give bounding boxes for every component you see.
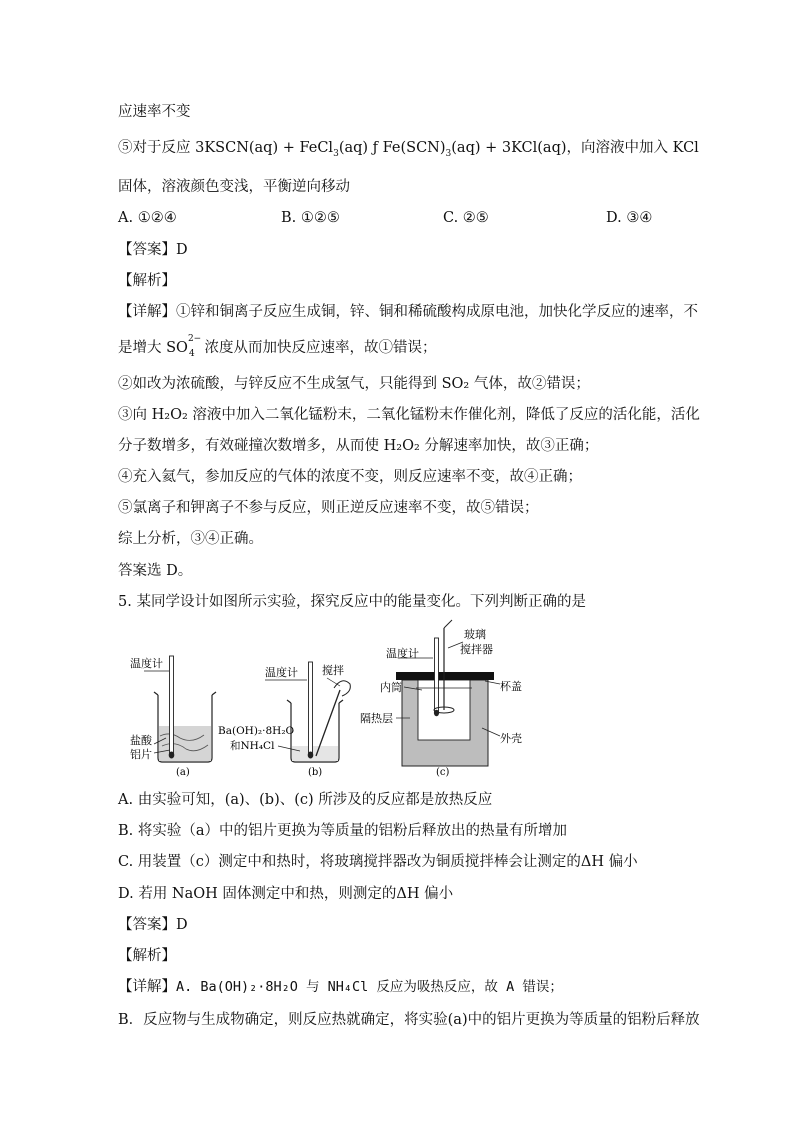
detail-line-8: 综上分析，③④正确。 — [118, 531, 263, 547]
equation-part-1: ⑤对于反应 3KSCN(aq) + FeCl — [118, 140, 334, 156]
q5-option-a: A. 由实验可知，(a)、(b)、(c) 所涉及的反应都是放热反应 — [118, 792, 493, 808]
c-lid-label: 杯盖 — [500, 680, 522, 693]
a-al-label: 铝片 — [130, 748, 152, 761]
explain-line-1 — [118, 977, 563, 997]
detail-line-4: ③向 H₂O₂ 溶液中加入二氧化锰粉末，二氧化锰粉末作催化剂，降低了反应的活化能，活化 — [118, 407, 700, 423]
apparatus-a — [144, 656, 216, 762]
answer-label: 【答案】 — [118, 242, 176, 258]
b-reagent-label-2: 和NH₄Cl — [230, 740, 275, 752]
b-caption: (b) — [308, 767, 323, 778]
equation-sub-2: 3 — [445, 148, 452, 159]
sulfate-charge: 2− — [187, 334, 202, 344]
b-stir-label: 搅拌 — [322, 664, 344, 677]
detail-line-3: ②如改为浓硫酸，与锌反应不生成氢气，只能得到 SO₂ 气体，故②错误； — [118, 376, 590, 392]
q5-option-d: D. 若用 NaOH 固体测定中和热，则测定的ΔH 偏小 — [118, 886, 454, 902]
c-thermometer-label: 温度计 — [386, 647, 419, 660]
question-5: 5. 某同学设计如图所示实验，探究反应中的能量变化。下列判断正确的是 — [118, 594, 586, 610]
experiment-figure — [120, 618, 540, 780]
a-caption: (a) — [176, 767, 190, 778]
q4-option-a: A. ①②④ — [118, 210, 177, 226]
a-thermometer-label: 温度计 — [130, 657, 163, 670]
q4-option-b: B. ①②⑤ — [281, 210, 340, 226]
detail-line-7: ⑤氯离子和钾离子不参与反应，则正逆反应速率不变，故⑤错误； — [118, 500, 539, 516]
detail-line-9: 答案选 D。 — [118, 563, 193, 579]
detail-line-6: ④充入氦气，参加反应的气体的浓度不变，则反应速率不变，故④正确； — [118, 469, 582, 485]
c-caption: (c) — [436, 767, 450, 778]
q5-option-b: B. 将实验（a）中的铝片更换为等质量的铝粉后释放出的热量有所增加 — [118, 823, 568, 839]
c-inner-label: 内筒 — [380, 681, 402, 694]
text-line-3: 固体，溶液颜色变浅，平衡逆向移动 — [118, 179, 350, 195]
apparatus-c — [396, 620, 500, 766]
answer2-label: 【答案】 — [118, 917, 176, 933]
c-glass-label-2: 搅拌器 — [460, 643, 493, 656]
answer2-value: D — [176, 917, 188, 933]
analysis2-label: 【解析】 — [118, 948, 176, 964]
answer-line — [118, 240, 188, 260]
b-reagent-label-1: Ba(OH)₂·8H₂O — [218, 725, 295, 737]
detail-text-2a: 是增大 SO — [118, 340, 188, 356]
c-glass-label-1: 玻璃 — [464, 628, 486, 641]
equation-part-2: (aq) ƒ Fe(SCN) — [338, 140, 446, 156]
text-line-1: 应速率不变 — [118, 104, 191, 120]
detail-text-2b: 浓度从而加快反应速率，故①错误； — [199, 340, 437, 356]
equation-part-3: (aq) + 3KCl(aq)，向溶液中加入 KCl — [451, 140, 699, 156]
q4-option-d: D. ③④ — [606, 210, 653, 226]
equation-line — [118, 138, 699, 158]
detail-line-5: 分子数增多，有效碰撞次数增多，从而使 H₂O₂ 分解速率加快，故③正确； — [118, 438, 599, 454]
answer2-line — [118, 915, 188, 935]
a-acid-label: 盐酸 — [130, 734, 152, 747]
explain-text-1: A. Ba(OH)₂·8H₂O 与 NH₄Cl 反应为吸热反应，故 A 错误； — [176, 979, 563, 995]
analysis-label: 【解析】 — [118, 273, 176, 289]
c-shell-label: 外壳 — [500, 732, 522, 745]
c-insulation-label: 隔热层 — [360, 712, 393, 725]
sulfate-subscript: 4 — [188, 349, 195, 359]
detail-line-1 — [118, 302, 698, 322]
equation-sub-1: 3 — [333, 148, 339, 159]
q4-option-c: C. ②⑤ — [443, 210, 489, 226]
detail-line-2 — [118, 334, 437, 359]
answer-value: D — [176, 242, 188, 258]
detail2-label: 【详解】 — [118, 979, 176, 995]
detail-label: 【详解】 — [118, 304, 176, 320]
detail-text-1: ①锌和铜离子反应生成铜，锌、铜和稀硫酸构成原电池，加快化学反应的速率，不 — [176, 304, 698, 320]
b-thermometer-label: 温度计 — [265, 666, 298, 679]
q5-option-c: C. 用装置（c）测定中和热时，将玻璃搅拌器改为铜质搅拌棒会让测定的ΔH 偏小 — [118, 854, 638, 870]
explain-line-2: B．反应物与生成物确定，则反应热就确定，将实验(a)中的铝片更换为等质量的铝粉后释放 — [118, 1012, 700, 1028]
